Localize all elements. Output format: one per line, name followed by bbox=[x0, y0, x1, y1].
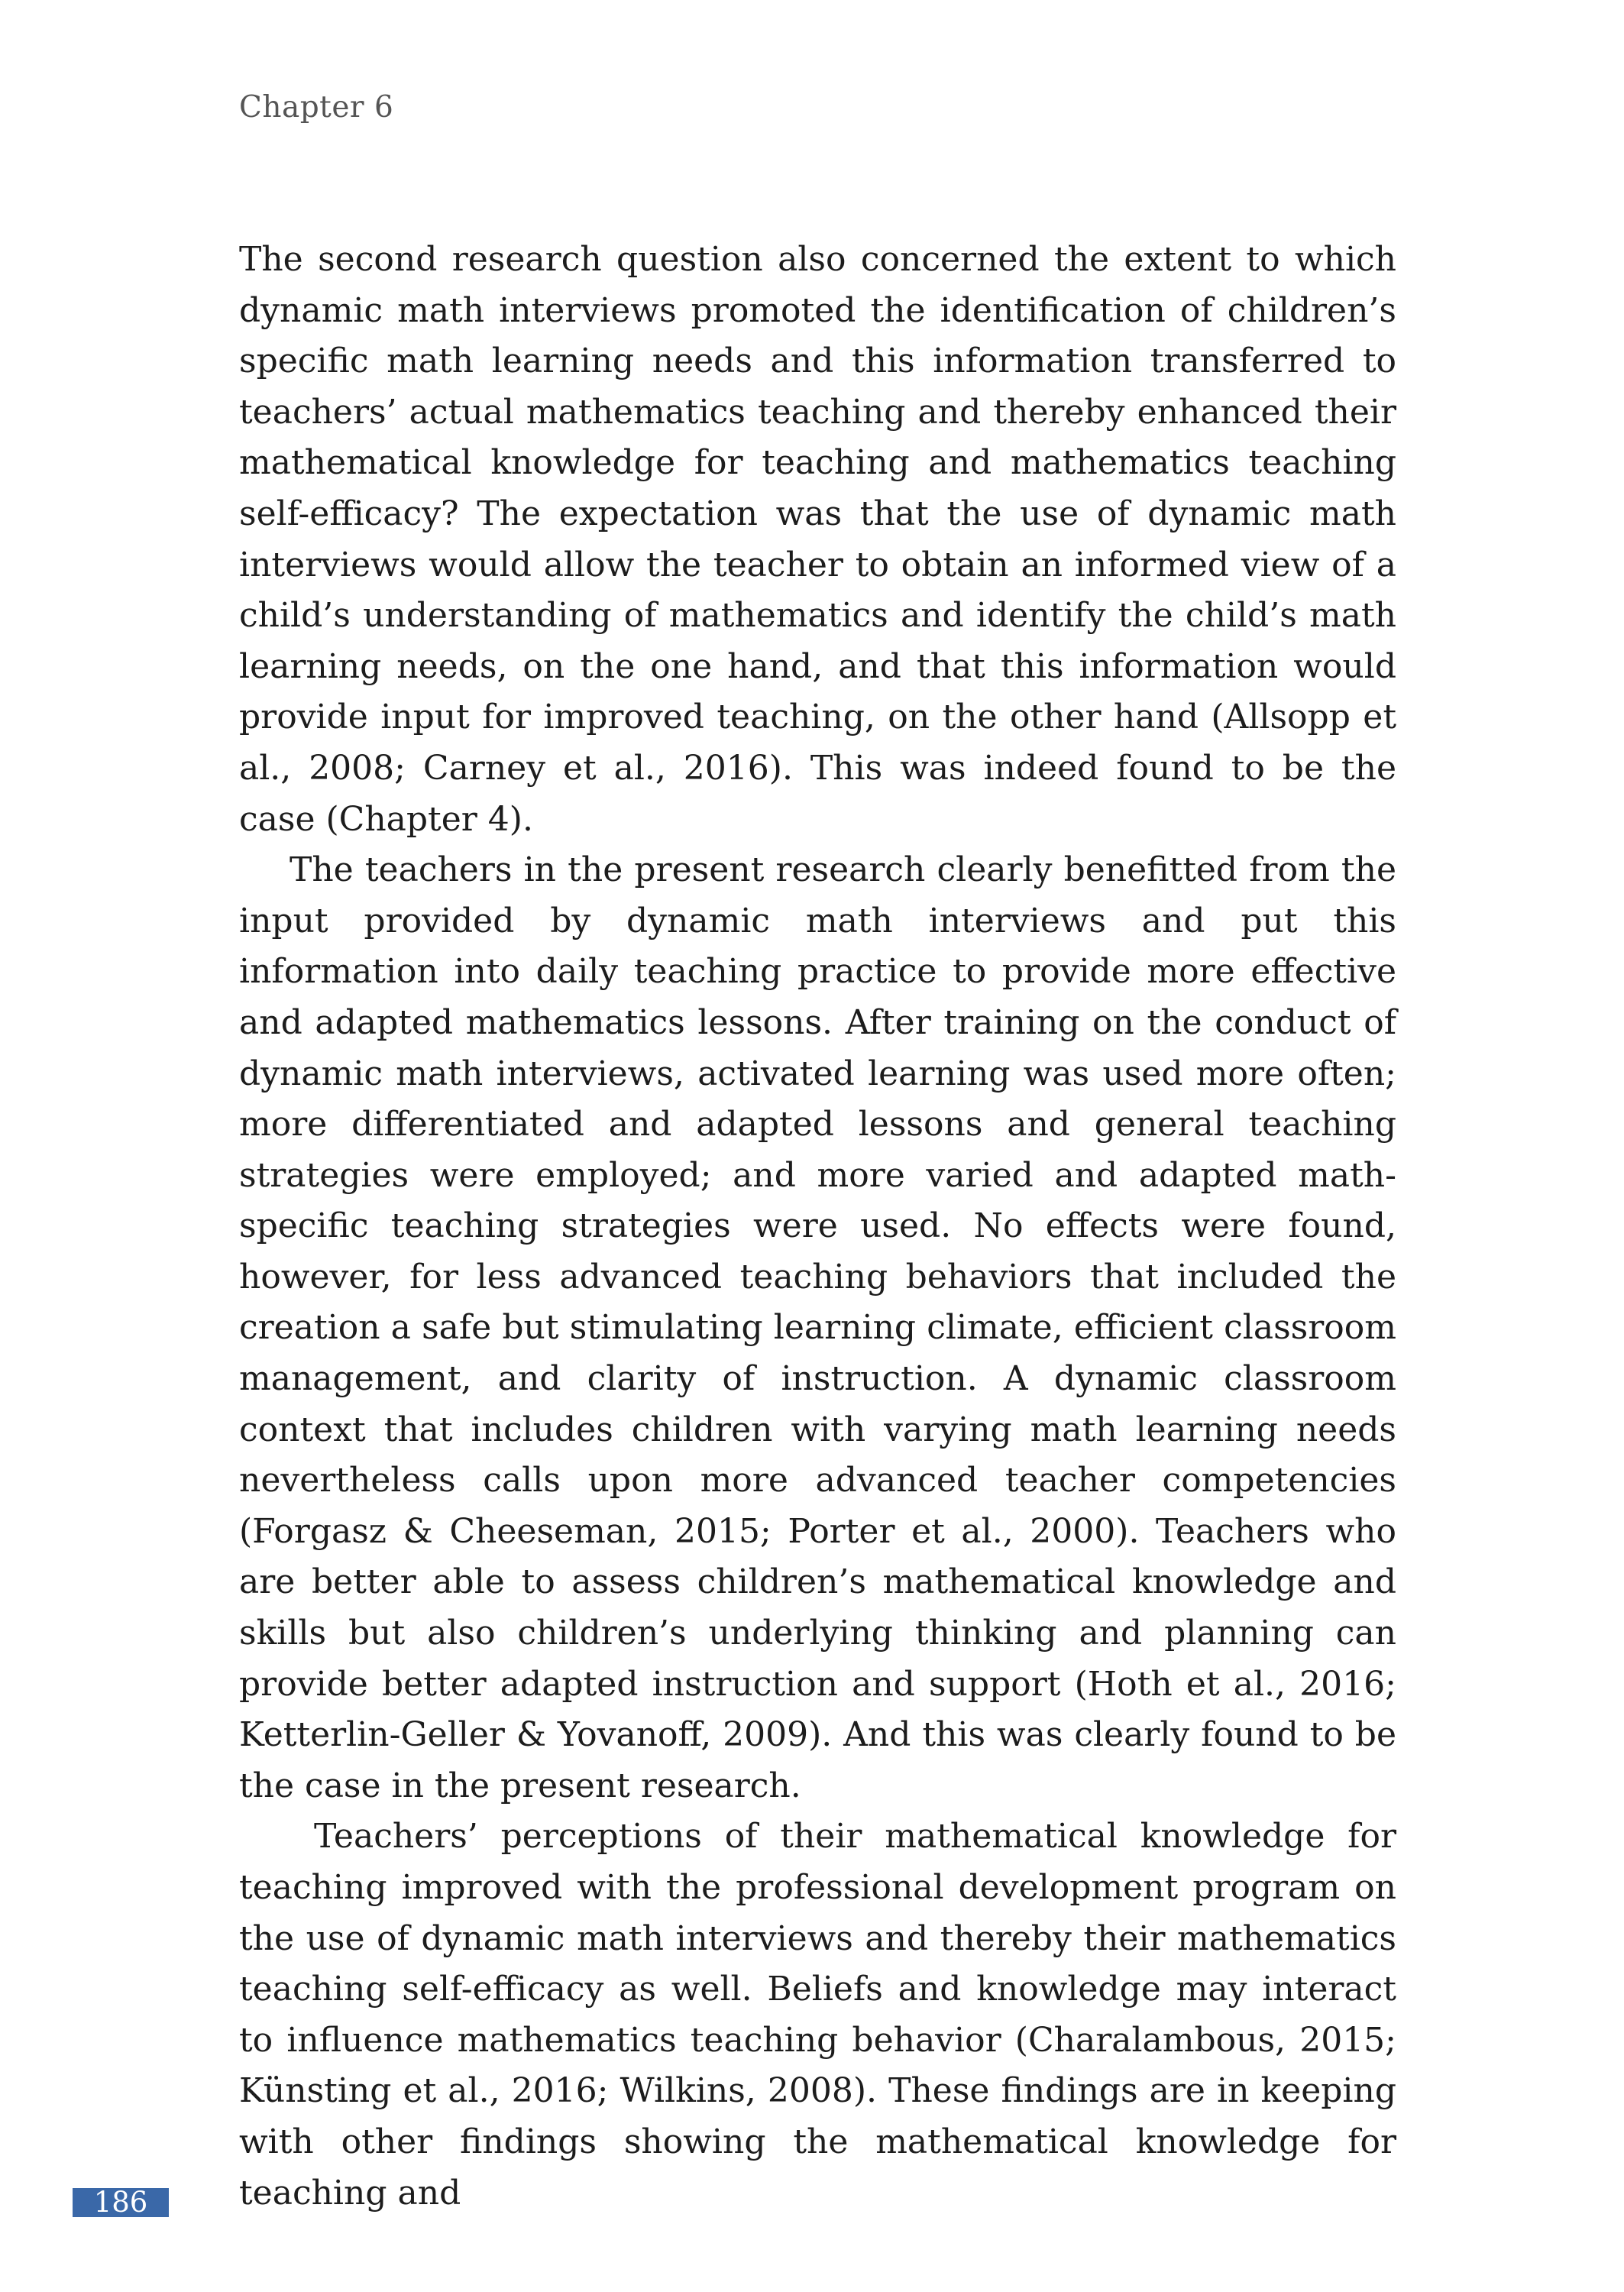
paragraph: The second research question also concerned the extent to which dynamic math interviews promoted the identification of children’s specific math learning needs and this information transferred to teachers’ actual mathematics teaching and thereby enhanced their mathematical knowledge for teaching and mathematics teaching self-efficacy? The expectation was that the use of dynamic math interviews would allow the teacher to obtain an informed view of a child’s understanding of mathematics and identify the child’s math learning needs, on the one hand, and that this information would provide input for improved teaching, on the other hand (Allsopp et al., 2008; Carney et al., 2016). This was indeed found to be the case (Chapter 4). bbox=[239, 240, 1396, 839]
page-number: 186 bbox=[73, 2188, 169, 2217]
body-text bbox=[239, 235, 1396, 2219]
running-head: Chapter 6 bbox=[239, 90, 394, 125]
paragraph: The teachers in the present research clearly benefitted from the input provided by dynamic math interviews and put this information into daily teaching practice to provide more effective and adapted mathematics lessons. After training on the conduct of dynamic math interviews, activated learning was used more often; more differentiated and adapted lessons and general teaching strategies were employed; and more varied and adapted math-specific teaching strategies were used. No effects were found, however, for less advanced teaching behaviors that included the creation a safe but stimulating learning climate, efficient classroom management, and clarity of instruction. A dynamic classroom context that includes children with varying math learning needs nevertheless calls upon more advanced teacher competencies (Forgasz & Cheeseman, 2015; Porter et al., 2000). Teachers who are better able to assess children’s mathematical knowledge and skills but also children’s underlying thinking and planning can provide better adapted instruction and support (Hoth et al., 2016; Ketterlin-Geller & Yovanoff, 2009). And this was clearly found to be the case in the present research. bbox=[239, 850, 1396, 1805]
paragraph: Teachers’ perceptions of their mathematical knowledge for teaching improved with the professional development program on the use of dynamic math interviews and thereby their mathematics teaching self-efficacy as well. Beliefs and knowledge may interact to influence mathematics teaching behavior (Charalambous, 2015; Künsting et al., 2016; Wilkins, 2008). These findings are in keeping with other findings showing the mathematical knowledge for teaching and bbox=[239, 1817, 1396, 2213]
